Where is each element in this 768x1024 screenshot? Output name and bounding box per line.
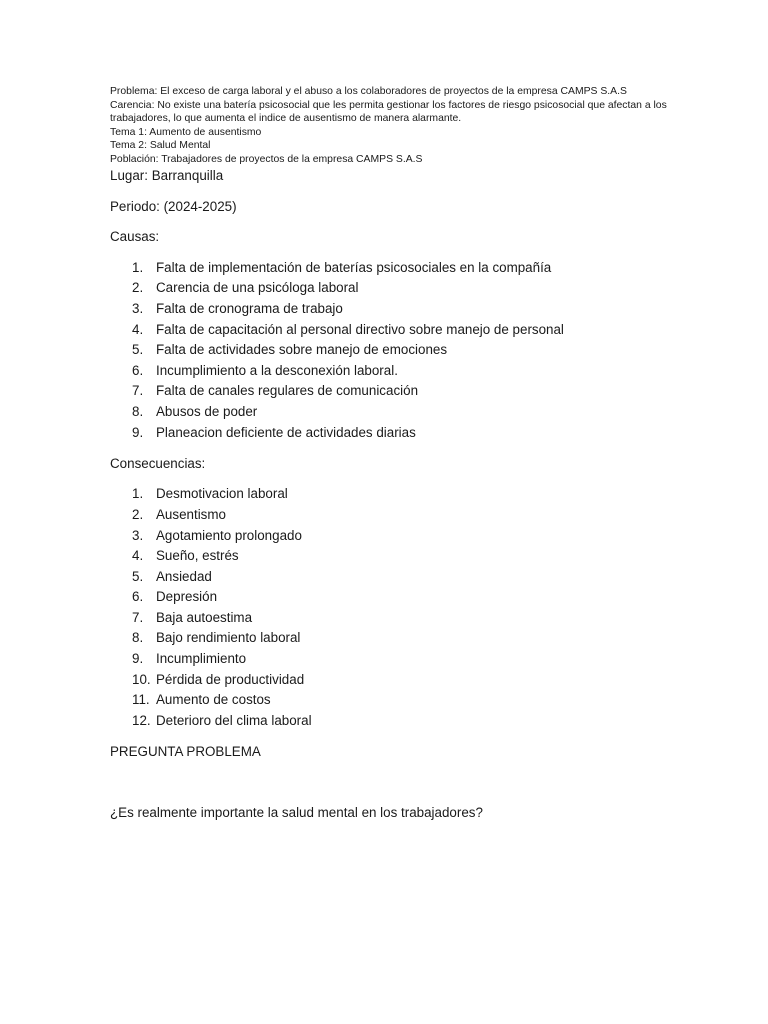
list-text: Sueño, estrés [156, 548, 239, 564]
list-number: 5. [132, 568, 144, 584]
list-number: 9. [132, 651, 144, 667]
list-text: Planeacion deficiente de actividades diarias [156, 424, 416, 440]
list-number: 6. [132, 362, 144, 378]
list-text: Falta de capacitación al personal directivo sobre manejo de personal [156, 321, 564, 337]
list-item [110, 258, 710, 279]
list-item [110, 546, 710, 567]
list-text: Aumento de costos [156, 692, 271, 708]
list-item [110, 361, 710, 382]
list-number: 4. [132, 321, 144, 337]
list-item [110, 670, 710, 691]
list-item [110, 649, 710, 670]
list-item [110, 587, 710, 608]
list-item [110, 402, 710, 423]
list-item [110, 484, 710, 505]
list-number: 11. [132, 692, 150, 708]
tema1-line: Tema 1: Aumento de ausentismo [110, 126, 262, 138]
list-number: 1. [132, 259, 144, 275]
list-text: Bajo rendimiento laboral [156, 630, 301, 646]
problema-line: Problema: El exceso de carga laboral y el abuso a los colaboradores de proyectos de la empresa CAMPS S.A.S [110, 86, 627, 97]
list-item [110, 628, 710, 649]
list-text: Falta de actividades sobre manejo de emociones [156, 342, 448, 358]
list-number: 7. [132, 609, 144, 625]
list-item [110, 505, 710, 526]
list-item [110, 278, 710, 299]
list-number: 5. [132, 342, 144, 358]
list-item [110, 711, 710, 732]
list-item [110, 320, 710, 341]
list-text: Carencia de una psicóloga laboral [156, 280, 359, 296]
list-number: 3. [132, 527, 144, 543]
list-number: 2. [132, 280, 144, 296]
list-text: Desmotivacion laboral [156, 486, 288, 502]
pregunta-heading: PREGUNTA PROBLEMA [110, 744, 261, 760]
list-text: Pérdida de productividad [156, 671, 305, 687]
causas-list [110, 258, 710, 443]
carencia-line: Carencia: No existe una batería psicosocial que les permita gestionar los factores de riesgo psicosocial que afectan a los trabajadores, lo que aumenta el indice de ausentismo de manera alarmante. [110, 99, 667, 125]
list-item [110, 299, 710, 320]
header-block [110, 85, 670, 167]
list-number: 6. [132, 589, 144, 605]
list-item [110, 690, 710, 711]
lugar-line: Lugar: Barranquilla [110, 168, 224, 183]
list-text: Agotamiento prolongado [156, 527, 302, 543]
list-text: Ansiedad [156, 568, 212, 584]
periodo-line: Periodo: (2024-2025) [110, 198, 237, 214]
spacer [110, 762, 710, 803]
list-text: Abusos de poder [156, 403, 258, 419]
list-number: 10. [132, 671, 151, 687]
main-content [110, 166, 710, 823]
list-text: Deterioro del clima laboral [156, 712, 312, 728]
list-number: 12. [132, 712, 151, 728]
list-number: 8. [132, 403, 144, 419]
poblacion-line: Población: Trabajadores de proyectos de la empresa CAMPS S.A.S [110, 153, 423, 165]
list-text: Incumplimiento [156, 651, 247, 667]
list-number: 7. [132, 383, 144, 399]
list-text: Falta de implementación de baterías psicosociales en la compañía [156, 259, 552, 275]
tema2-line: Tema 2: Salud Mental [110, 140, 211, 152]
list-text: Falta de cronograma de trabajo [156, 300, 343, 316]
list-item [110, 423, 710, 444]
list-item [110, 567, 710, 588]
list-number: 2. [132, 506, 144, 522]
list-number: 8. [132, 630, 144, 646]
list-number: 4. [132, 548, 144, 564]
list-text: Ausentismo [156, 506, 226, 522]
pregunta-question: ¿Es realmente importante la salud mental en los trabajadores? [110, 805, 483, 821]
causas-heading: Causas: [110, 229, 160, 245]
consecuencias-list [110, 484, 710, 731]
list-item [110, 608, 710, 629]
list-item [110, 340, 710, 361]
list-number: 9. [132, 424, 144, 440]
list-text: Incumplimiento a la desconexión laboral. [156, 362, 398, 378]
list-item [110, 381, 710, 402]
list-text: Baja autoestima [156, 609, 253, 625]
list-number: 1. [132, 486, 144, 502]
consecuencias-heading: Consecuencias: [110, 455, 206, 471]
list-text: Falta de canales regulares de comunicación [156, 383, 419, 399]
list-number: 3. [132, 300, 144, 316]
list-text: Depresión [156, 589, 218, 605]
list-item [110, 526, 710, 547]
